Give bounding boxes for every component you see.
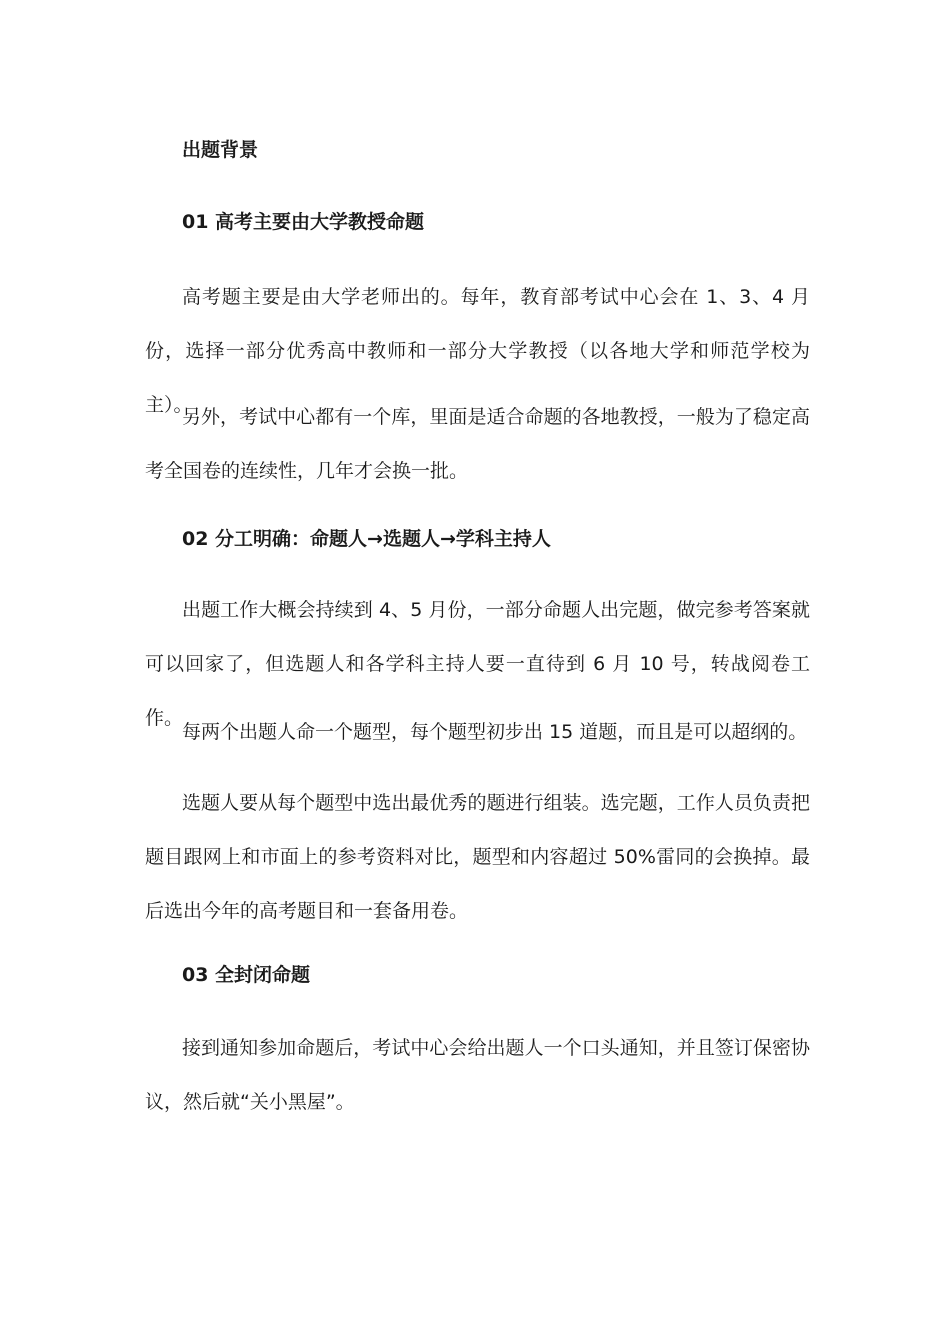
paragraph: 选题人要从每个题型中选出最优秀的题进行组装。选完题，工作人员负责把题目跟网上和市面上的参考资料对比，题型和内容超过 50%雷同的会换掉。最后选出今年的高考题目和一套备用卷。 [145, 792, 810, 922]
paragraph: 每两个出题人命一个题型，每个题型初步出 15 道题，而且是可以超纲的。 [182, 721, 808, 743]
paragraph: 另外，考试中心都有一个库，里面是适合命题的各地教授，一般为了稳定高考全国卷的连续性，几年才会换一批。 [145, 406, 810, 482]
section-heading-02: 02 分工明确：命题人→选题人→学科主持人 [182, 528, 551, 550]
paragraph: 高考题主要是由大学老师出的。每年，教育部考试中心会在 1、3、4 月份，选择一部分优秀高中教师和一部分大学教授（以各地大学和师范学校为主）。 [145, 286, 810, 416]
section-heading-03: 03 全封闭命题 [182, 964, 311, 986]
paragraph: 接到通知参加命题后，考试中心会给出题人一个口头通知，并且签订保密协议，然后就“关小黑屋”。 [145, 1037, 810, 1113]
section-title: 出题背景 [182, 139, 259, 161]
section-heading-01: 01 高考主要由大学教授命题 [182, 211, 425, 233]
paragraph: 出题工作大概会持续到 4、5 月份，一部分命题人出完题，做完参考答案就可以回家了，但选题人和各学科主持人要一直待到 6 月 10 号，转战阅卷工作。 [145, 599, 810, 729]
